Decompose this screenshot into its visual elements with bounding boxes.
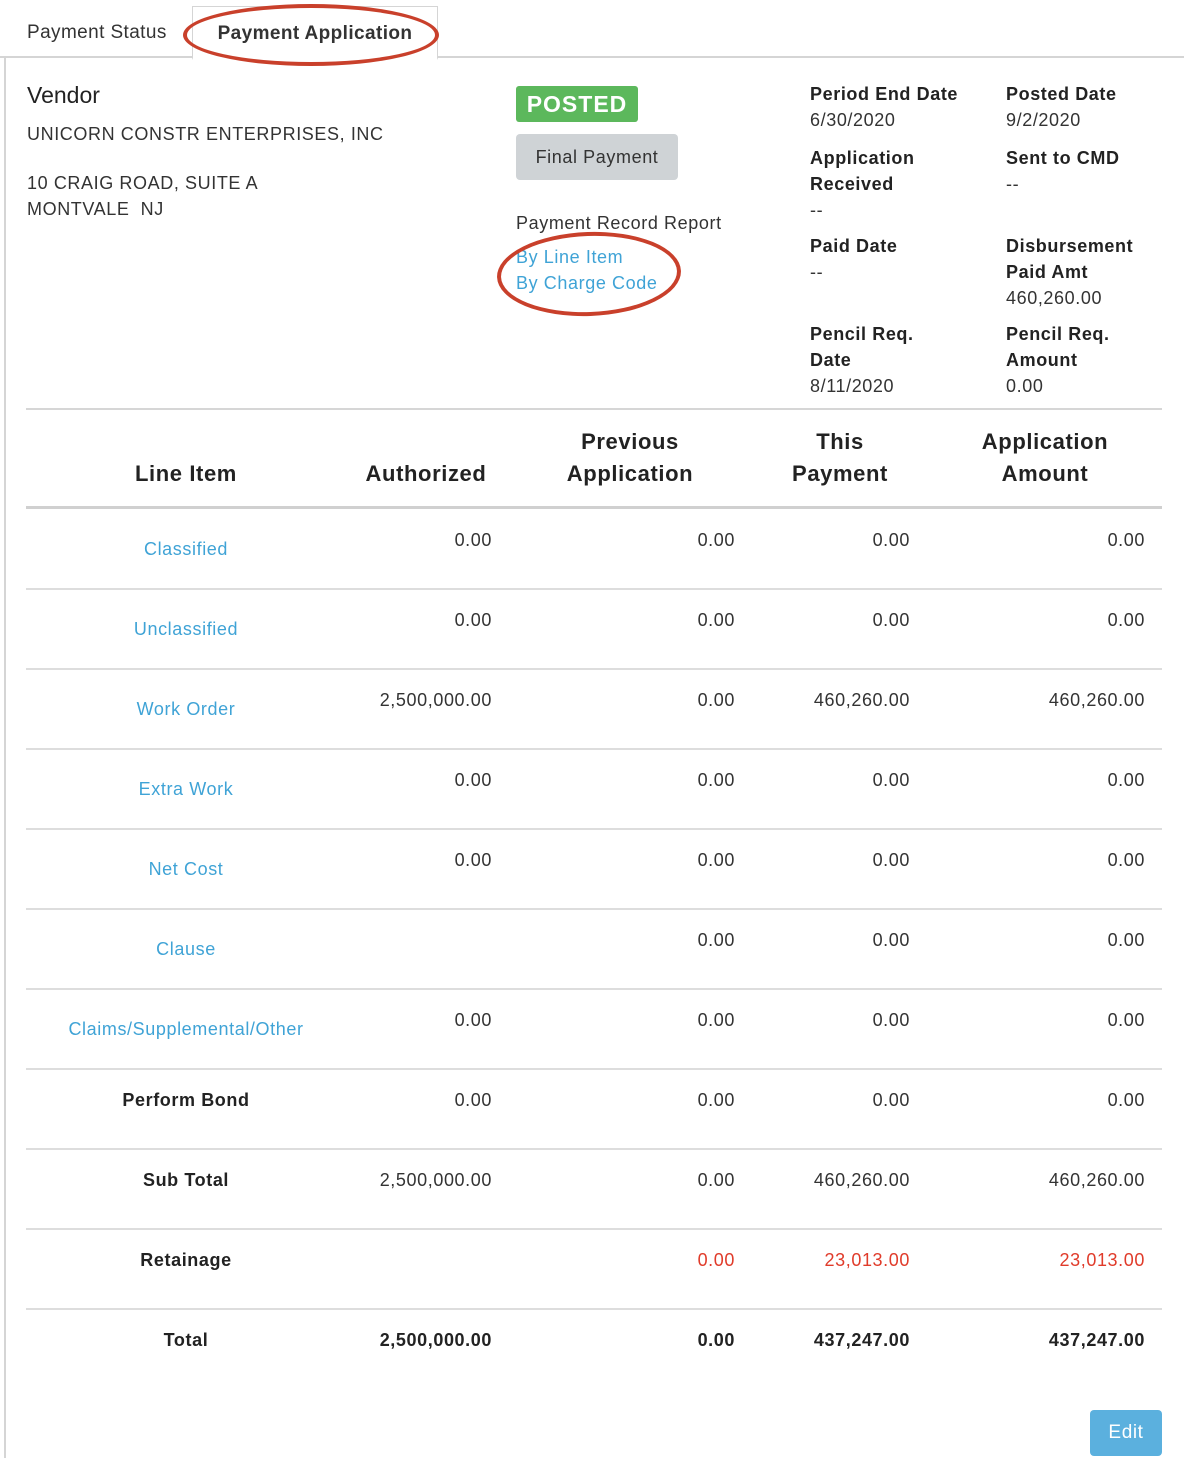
application-received-label: Application [810, 148, 915, 168]
disbursement-field [1006, 233, 1133, 311]
period-end-date-label: Period End Date [810, 84, 959, 104]
cell-application-amount: 460,260.00 [1048, 690, 1145, 710]
posted-date-field [1006, 81, 1117, 133]
cell-previous: 0.00 [697, 1170, 735, 1190]
col-header-previous-line1: Previous [581, 429, 679, 454]
cell-application-amount: 0.00 [1107, 1090, 1145, 1110]
col-header-app-amount-line1: Application [981, 429, 1109, 454]
row-label-unclassified[interactable]: Unclassified [133, 619, 239, 639]
cell-application-amount: 460,260.00 [1048, 1170, 1145, 1190]
cell-authorized: 0.00 [454, 770, 492, 790]
table-header-divider [26, 506, 1162, 509]
col-header-this-line2: Payment [792, 461, 888, 486]
cell-application-amount: 0.00 [1107, 610, 1145, 630]
cell-previous: 0.00 [697, 1250, 735, 1270]
application-received-field [810, 145, 915, 223]
cell-authorized: 0.00 [454, 850, 492, 870]
sent-to-cmd-field [1006, 145, 1120, 197]
cell-authorized: 0.00 [454, 610, 492, 630]
application-received-label-2: Received [810, 174, 894, 194]
col-header-application-amount [945, 426, 1145, 490]
row-divider [26, 908, 1162, 910]
cell-previous: 0.00 [697, 850, 735, 870]
row-divider [26, 588, 1162, 590]
paid-date-label: Paid Date [810, 236, 898, 256]
col-header-this-payment [750, 426, 930, 490]
row-label-perform-bond: Perform Bond [122, 1090, 250, 1110]
col-header-authorized: Authorized [365, 461, 487, 486]
col-header-previous-application [530, 426, 730, 490]
pencil-req-amount-field [1006, 321, 1110, 399]
pencil-req-date-value: 8/11/2020 [810, 376, 895, 396]
row-divider [26, 988, 1162, 990]
cell-application-amount: 0.00 [1107, 850, 1145, 870]
sent-to-cmd-label: Sent to CMD [1006, 148, 1120, 168]
pencil-req-date-field [810, 321, 914, 399]
edit-button[interactable]: Edit [1090, 1410, 1162, 1456]
cell-authorized: 0.00 [454, 1090, 492, 1110]
paid-date-value: -- [810, 262, 824, 282]
period-end-date-value: 6/30/2020 [810, 110, 896, 130]
cell-previous: 0.00 [697, 530, 735, 550]
cell-this-payment: 0.00 [872, 770, 910, 790]
cell-this-payment: 0.00 [872, 530, 910, 550]
col-header-line-item: Line Item [135, 461, 237, 486]
pencil-req-amount-value: 0.00 [1006, 376, 1044, 396]
cell-previous: 0.00 [697, 1330, 735, 1350]
cell-authorized: 0.00 [454, 1010, 492, 1030]
row-divider [26, 1308, 1162, 1310]
period-end-date-field [810, 81, 958, 133]
header-divider [26, 408, 1162, 410]
disbursement-label-2: Paid Amt [1006, 262, 1089, 282]
cell-previous: 0.00 [697, 770, 735, 790]
cell-this-payment: 23,013.00 [824, 1250, 910, 1270]
cell-authorized: 2,500,000.00 [379, 690, 492, 710]
row-label-retainage: Retainage [140, 1250, 232, 1270]
row-label-claims-supplemental-other[interactable]: Claims/Supplemental/Other [68, 1019, 304, 1039]
cell-this-payment: 437,247.00 [813, 1330, 910, 1350]
posted-date-value: 9/2/2020 [1006, 110, 1081, 130]
cell-this-payment: 0.00 [872, 1090, 910, 1110]
tab-bar [0, 0, 1184, 58]
cell-this-payment: 0.00 [872, 930, 910, 950]
disbursement-value: 460,260.00 [1006, 288, 1103, 308]
cell-authorized: 2,500,000.00 [379, 1330, 492, 1350]
row-divider [26, 748, 1162, 750]
by-line-item-link[interactable]: By Line Item [516, 247, 624, 267]
tab-payment-status[interactable]: Payment Status [27, 22, 167, 43]
cell-application-amount: 0.00 [1107, 930, 1145, 950]
cell-application-amount: 0.00 [1107, 530, 1145, 550]
cell-previous: 0.00 [697, 1010, 735, 1030]
by-charge-code-link[interactable]: By Charge Code [516, 273, 658, 293]
pencil-req-date-label-2: Date [810, 350, 852, 370]
pencil-req-date-label: Pencil Req. [810, 324, 914, 344]
disbursement-label: Disbursement [1006, 236, 1134, 256]
paid-date-field [810, 233, 897, 285]
cell-this-payment: 0.00 [872, 610, 910, 630]
pencil-req-amount-label: Pencil Req. [1006, 324, 1110, 344]
row-label-sub-total: Sub Total [142, 1170, 230, 1190]
row-divider [26, 668, 1162, 670]
cell-application-amount: 0.00 [1107, 770, 1145, 790]
row-label-total: Total [163, 1330, 209, 1350]
cell-previous: 0.00 [697, 1090, 735, 1110]
col-header-previous-line2: Application [566, 461, 694, 486]
row-divider [26, 828, 1162, 830]
vendor-address-line1: 10 CRAIG ROAD, SUITE A [27, 173, 259, 193]
cell-previous: 0.00 [697, 930, 735, 950]
pencil-req-amount-label-2: Amount [1006, 350, 1078, 370]
row-label-work-order[interactable]: Work Order [136, 699, 236, 719]
row-label-extra-work[interactable]: Extra Work [138, 779, 234, 799]
cell-this-payment: 460,260.00 [813, 690, 910, 710]
cell-this-payment: 460,260.00 [813, 1170, 910, 1190]
cell-application-amount: 23,013.00 [1059, 1250, 1145, 1270]
cell-this-payment: 0.00 [872, 1010, 910, 1030]
cell-authorized: 0.00 [454, 530, 492, 550]
row-divider [26, 1148, 1162, 1150]
row-label-net-cost[interactable]: Net Cost [148, 859, 224, 879]
vendor-address [27, 170, 258, 222]
col-header-this-line1: This [816, 429, 864, 454]
cell-authorized: 2,500,000.00 [379, 1170, 492, 1190]
posted-date-label: Posted Date [1006, 84, 1117, 104]
cell-previous: 0.00 [697, 690, 735, 710]
payment-record-report-label: Payment Record Report [516, 213, 722, 233]
row-divider [26, 1228, 1162, 1230]
cell-this-payment: 0.00 [872, 850, 910, 870]
col-header-app-amount-line2: Amount [1001, 461, 1089, 486]
row-label-clause[interactable]: Clause [156, 939, 216, 959]
vendor-address-line2: MONTVALE NJ [27, 199, 164, 219]
status-badge: POSTED [516, 86, 638, 122]
vendor-heading: Vendor [27, 82, 100, 108]
final-payment-button[interactable]: Final Payment [516, 134, 678, 180]
row-label-classified[interactable]: Classified [143, 539, 229, 559]
application-received-value: -- [810, 200, 824, 220]
vendor-name: UNICORN CONSTR ENTERPRISES, INC [27, 124, 384, 144]
cell-application-amount: 0.00 [1107, 1010, 1145, 1030]
sent-to-cmd-value: -- [1006, 174, 1020, 194]
row-divider [26, 1068, 1162, 1070]
cell-application-amount: 437,247.00 [1048, 1330, 1145, 1350]
tab-payment-application[interactable]: Payment Application [192, 6, 438, 60]
cell-previous: 0.00 [697, 610, 735, 630]
